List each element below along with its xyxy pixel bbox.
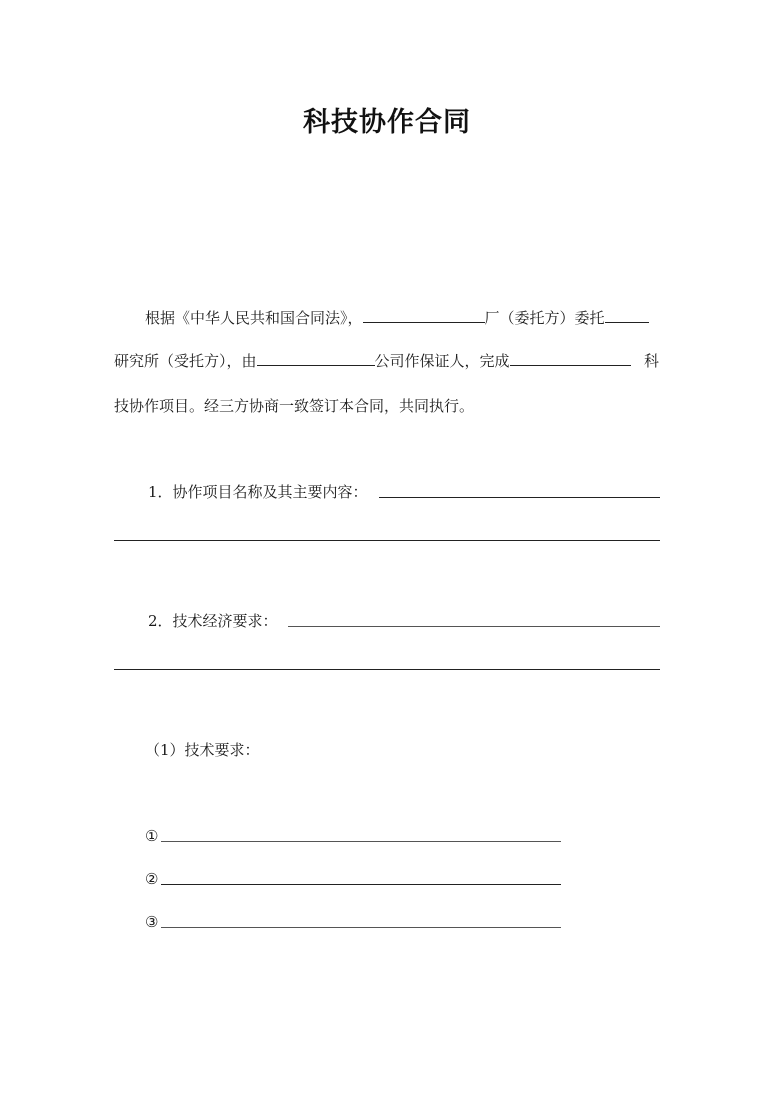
- intro-line-3: [114, 396, 474, 416]
- intro-line-1: [145, 308, 649, 328]
- item-1-label: 1．协作项目名称及其主要内容：: [148, 483, 368, 501]
- bullet-1: ①: [145, 827, 159, 845]
- tech-requirements-label: （1）技术要求：: [145, 741, 260, 759]
- item-2-label: 2．技术经济要求：: [148, 612, 278, 630]
- item-1-blank[interactable]: [379, 497, 660, 498]
- bullet-3: ③: [145, 913, 159, 931]
- bullet-2: ②: [145, 870, 159, 888]
- intro-text-2c: 科: [644, 352, 660, 370]
- intro-text-2a: 研究所（受托方），由: [114, 352, 257, 370]
- requirement-3-blank[interactable]: [161, 927, 561, 928]
- intro-text-1b: 厂（委托方）委托: [484, 309, 605, 327]
- requirement-2-blank[interactable]: [161, 884, 561, 885]
- item-2-blank-line-2[interactable]: [114, 669, 660, 670]
- item-1-blank-line-2[interactable]: [114, 540, 660, 541]
- guarantor-name-blank[interactable]: [257, 351, 375, 366]
- factory-name-blank[interactable]: [363, 308, 485, 323]
- intro-text-3: 技协作项目。经三方协商一致签订本合同，共同执行。: [114, 397, 475, 415]
- intro-text-2b: 公司作保证人，完成: [374, 352, 510, 370]
- intro-line-2: [114, 351, 631, 371]
- requirement-1-blank[interactable]: [161, 841, 561, 842]
- project-name-blank[interactable]: [510, 351, 631, 366]
- intro-line-2-end: [644, 351, 659, 371]
- institute-name-blank[interactable]: [605, 308, 649, 323]
- intro-text-1a: 根据《中华人民共和国合同法》，: [145, 309, 363, 327]
- page-title: 科技协作合同: [303, 107, 471, 138]
- item-2-blank[interactable]: [288, 626, 660, 627]
